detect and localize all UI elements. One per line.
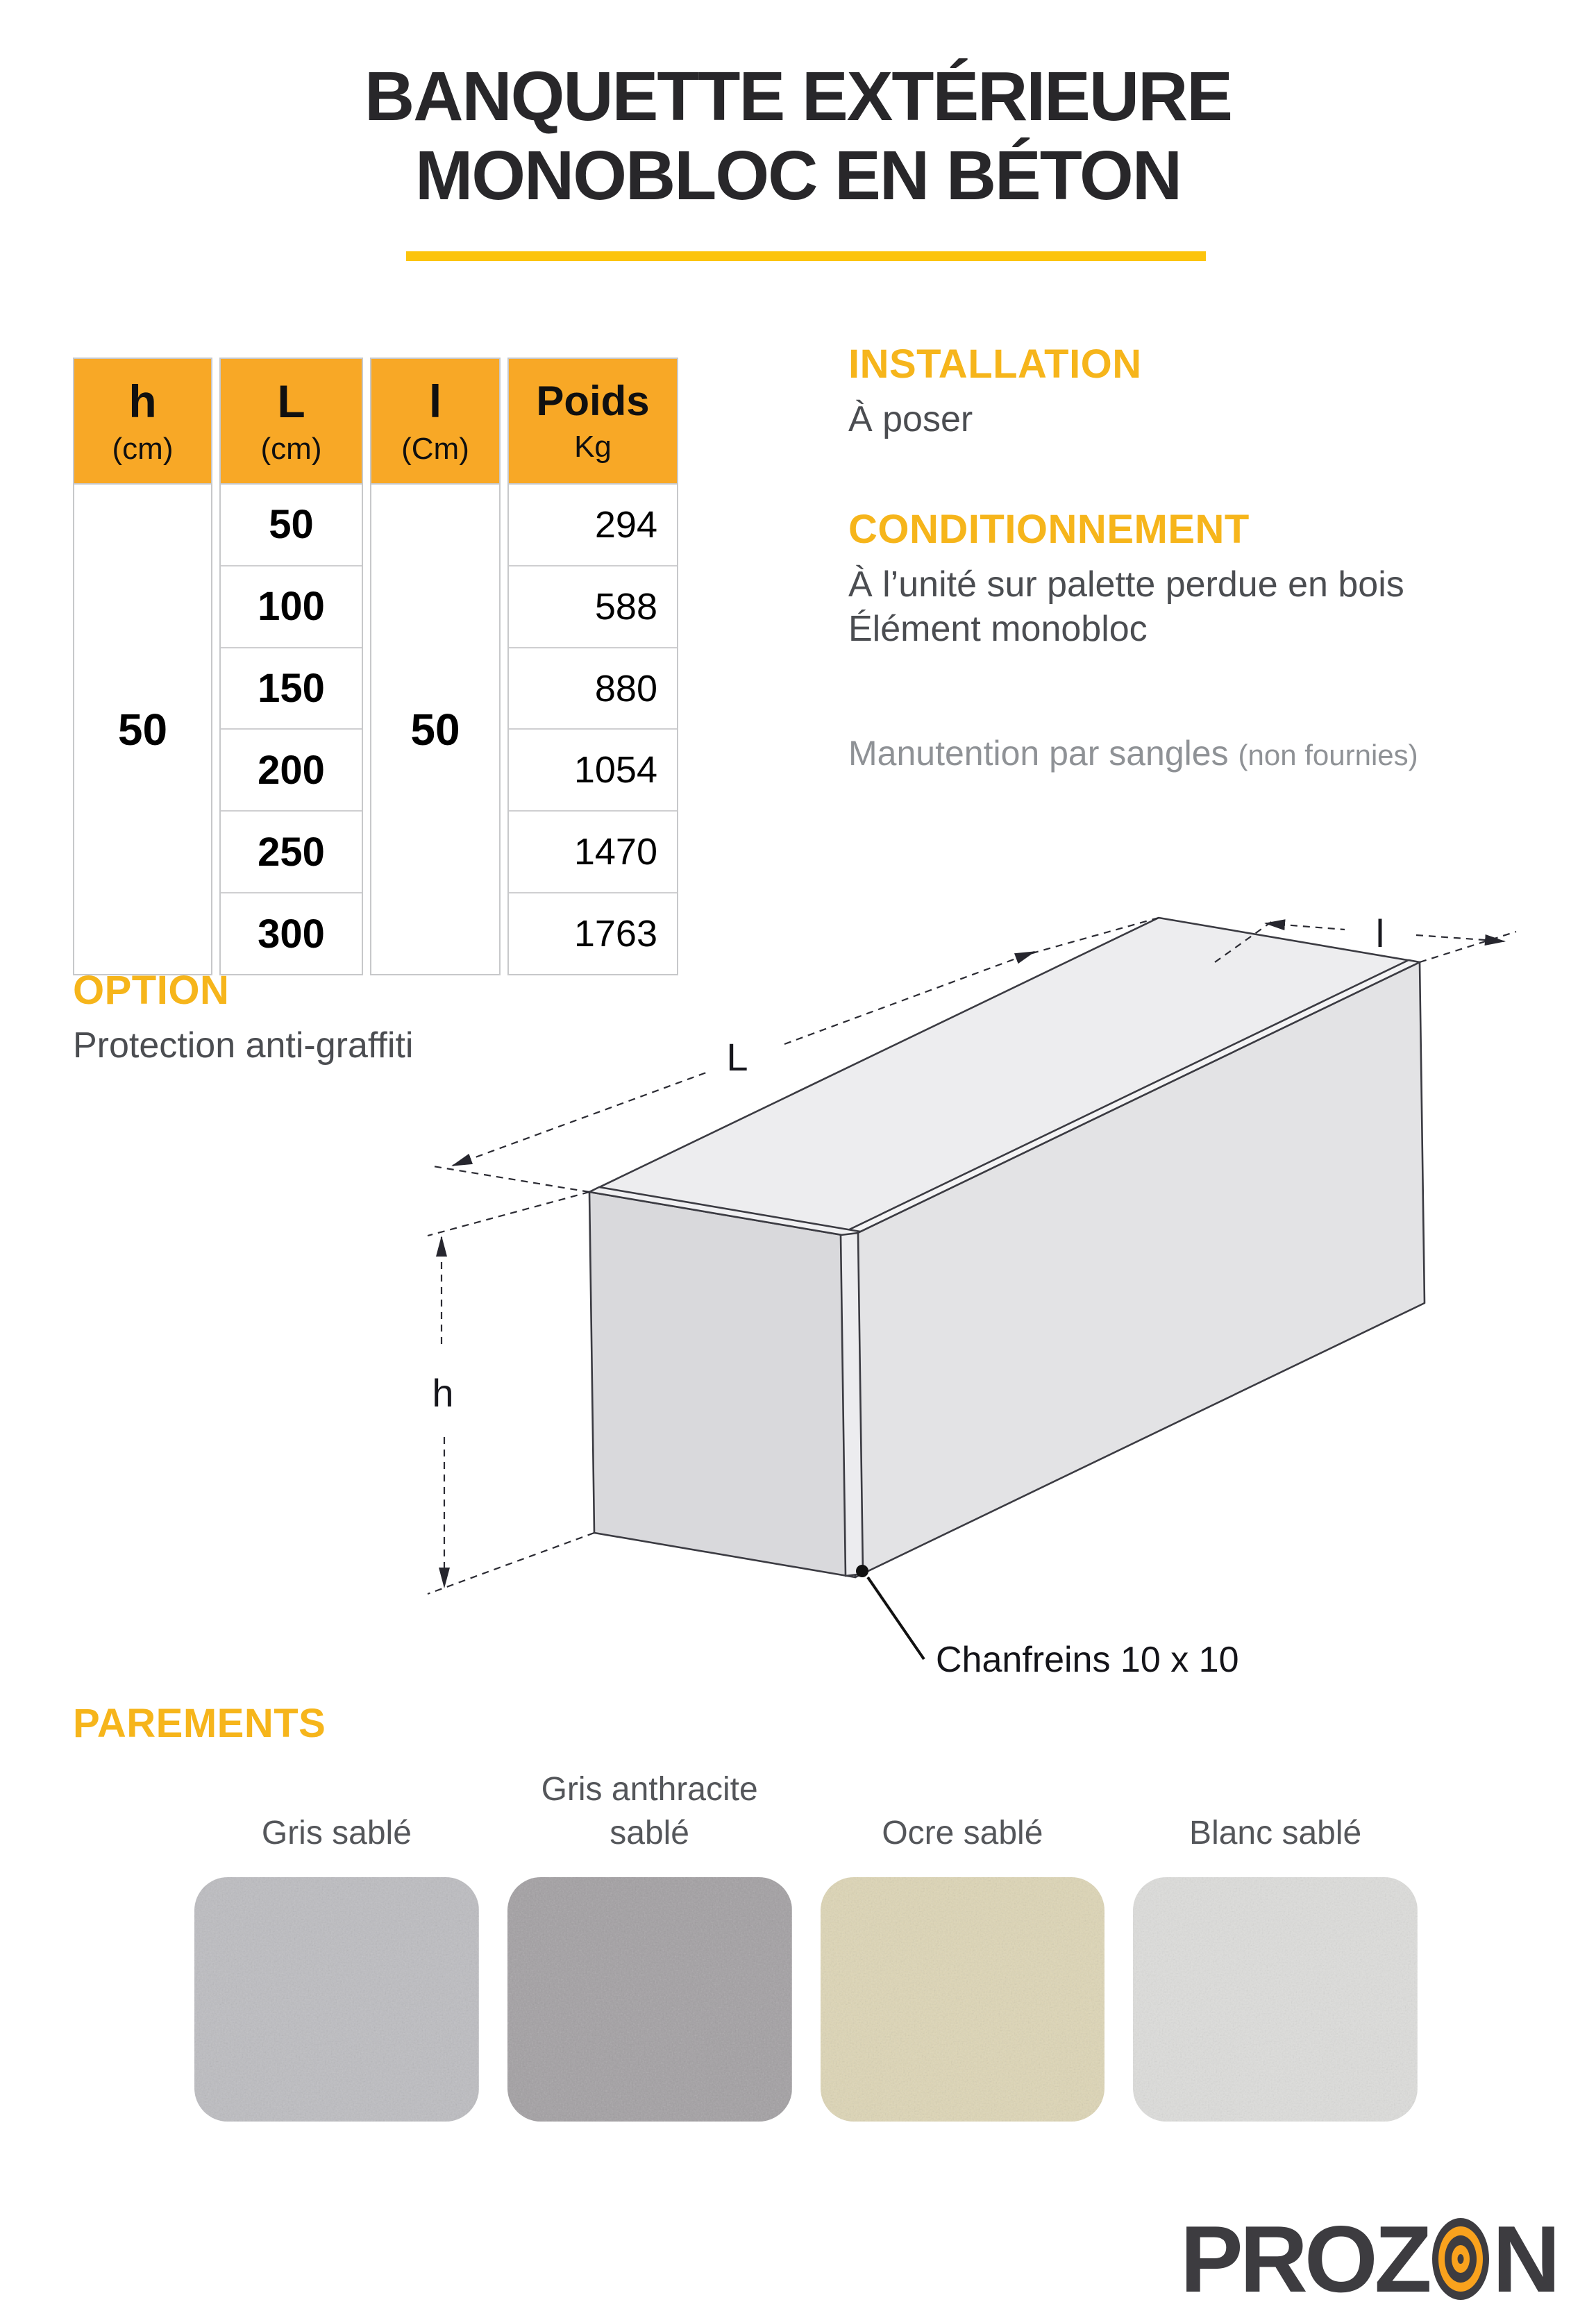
finish-item <box>194 1749 479 2122</box>
header-unit: Kg <box>574 429 612 464</box>
cell-l-value: 50 <box>410 704 460 755</box>
cell-poids-value: 880 <box>509 647 677 729</box>
dimension-label-l: l <box>1375 912 1385 955</box>
dimension-extension-line <box>428 1192 589 1236</box>
conditionnement-line1: À l’unité sur palette perdue en bois <box>848 564 1404 605</box>
manutention-note <box>848 733 1418 773</box>
table-column-h <box>73 358 212 975</box>
header-unit: (Cm) <box>401 431 469 466</box>
table-header-h <box>74 359 211 485</box>
dimension-extension-line <box>428 1533 594 1594</box>
swatch-grain-texture <box>507 1877 792 2122</box>
finish-label: Gris sablé <box>261 1814 412 1851</box>
manutention-text: Manutention par sangles <box>848 734 1238 773</box>
dimensions-table <box>73 358 678 975</box>
finish-swatch-blanc <box>1133 1877 1418 2122</box>
logo-text-right: N <box>1492 2206 1557 2312</box>
cell-L-value: 50 <box>269 502 314 548</box>
header-label: l <box>428 375 442 427</box>
option-text: Protection anti-graffiti <box>73 1025 414 1066</box>
table-header-l <box>371 359 499 485</box>
page-title-line1: BANQUETTE EXTÉRIEURE <box>364 58 1232 135</box>
installation-section <box>848 344 1142 442</box>
cell-L-value: 100 <box>221 565 362 647</box>
cell-poids-value: 1763 <box>509 892 677 974</box>
finish-label: Ocre sablé <box>882 1814 1043 1851</box>
finish-swatch-row <box>194 1749 1418 2122</box>
cell-L-value: 150 <box>221 647 362 729</box>
dimension-label-h: h <box>432 1371 454 1415</box>
finish-item <box>1133 1749 1418 2122</box>
conditionnement-line2: Élément monobloc <box>848 609 1148 650</box>
conditionnement-section <box>848 507 1404 652</box>
table-column-poids <box>507 358 678 975</box>
table-body-h <box>74 485 211 974</box>
bench-end-face <box>589 1192 855 1577</box>
header-label: Poids <box>536 377 650 424</box>
cell-poids-value: 588 <box>509 565 677 647</box>
dimension-line-l <box>1266 923 1345 930</box>
table-header-L <box>221 359 362 485</box>
target-icon <box>1431 2217 1490 2301</box>
installation-text: À poser <box>848 399 973 439</box>
header-label: L <box>277 375 305 427</box>
table-column-l <box>370 358 501 975</box>
conditionnement-text <box>848 562 1404 652</box>
table-column-L <box>219 358 363 975</box>
chamfer-marker-dot <box>856 1565 868 1577</box>
installation-heading: INSTALLATION <box>848 342 1142 387</box>
option-heading: OPTION <box>73 968 230 1013</box>
finish-label: Gris anthracite sablé <box>541 1771 758 1851</box>
header-unit: (cm) <box>260 431 322 466</box>
manutention-parenthetical: (non fournies) <box>1238 739 1418 771</box>
finish-swatch-gris-sable <box>194 1877 479 2122</box>
prozon-logo <box>1179 2206 1557 2312</box>
finish-label: Blanc sablé <box>1189 1814 1362 1851</box>
swatch-grain-texture <box>821 1877 1105 2122</box>
cell-L-value: 250 <box>221 810 362 892</box>
table-body-L <box>221 485 362 974</box>
cell-poids-value: 1470 <box>509 810 677 892</box>
chamfer-vertical <box>841 1233 863 1576</box>
cell-L-value: 200 <box>221 728 362 810</box>
cell-poids-value: 294 <box>594 503 657 546</box>
chamfer-leader-line <box>868 1577 924 1659</box>
cell-L-value: 300 <box>221 892 362 974</box>
cell-h-value: 50 <box>117 704 168 755</box>
swatch-grain-texture <box>1133 1877 1418 2122</box>
cell-poids-value: 1054 <box>509 728 677 810</box>
table-header-poids <box>509 359 677 485</box>
header-label: h <box>128 375 157 427</box>
dimension-line-l <box>1416 935 1504 941</box>
conditionnement-heading: CONDITIONNEMENT <box>848 507 1250 552</box>
page-title <box>0 57 1596 215</box>
finish-swatch-gris-anthracite <box>507 1877 792 2122</box>
parements-heading: PAREMENTS <box>73 1701 326 1746</box>
header-unit: (cm) <box>112 431 174 466</box>
chamfer-annotation: Chanfreins 10 x 10 <box>936 1640 1239 1680</box>
finish-swatch-ocre <box>821 1877 1105 2122</box>
page-title-line2: MONOBLOC EN BÉTON <box>414 137 1182 215</box>
option-section <box>73 968 414 1068</box>
bench-technical-drawing <box>417 896 1569 1701</box>
logo-text-left: PROZ <box>1179 2206 1429 2312</box>
finish-item <box>821 1749 1105 2122</box>
title-underline <box>406 251 1206 261</box>
dimension-label-L: L <box>726 1035 748 1079</box>
finish-item <box>507 1749 792 2122</box>
dimension-line-L <box>453 1072 708 1166</box>
swatch-grain-texture <box>194 1877 479 2122</box>
dimension-extension-line <box>433 1166 589 1192</box>
